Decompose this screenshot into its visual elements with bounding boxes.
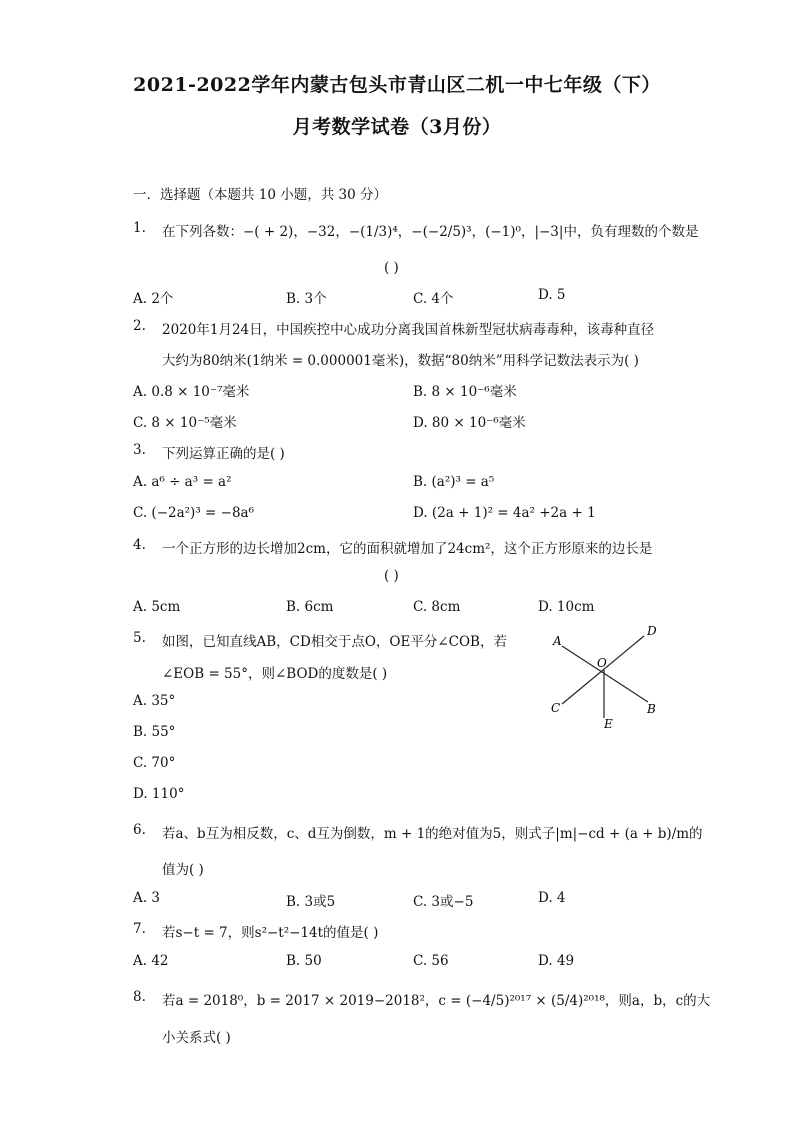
question-3-text: 下列运算正确的是( ) (162, 446, 285, 462)
question-8-text-line1: 若a = 2018⁰，b = 2017 × 2019−2018²，c = (−4/5)²⁰¹⁷ × (5/4)²⁰¹⁸，则a，b，c的大 (162, 993, 711, 1009)
label-c: C (551, 701, 561, 715)
question-5-text-line2: ∠EOB = 55°，则∠BOD的度数是( ) (162, 666, 388, 682)
question-5-text-line1: 如图，已知直线AB，CD相交于点O，OE平分∠COB，若 (162, 634, 507, 650)
question-2-text-line2: 大约为80纳米(1纳米 = 0.000001毫米)，数据“80纳米”用科学记数法表示为( ) (162, 353, 639, 369)
question-6-option-a: A. 3 (133, 890, 160, 906)
question-5-option-c: C. 70° (133, 755, 176, 771)
question-5-figure (540, 620, 670, 735)
question-6-text-line1: 若a、b互为相反数，c、d互为倒数，m + 1的绝对值为5，则式子|m|−cd + (a + b)/m的 (162, 826, 703, 842)
line-cd (562, 636, 644, 704)
question-5-number: 5. (133, 630, 146, 646)
question-6-number: 6. (133, 822, 146, 838)
question-1-paren: ( ) (384, 260, 399, 276)
question-7-option-a: A. 42 (133, 953, 169, 969)
question-8-number: 8. (133, 989, 146, 1005)
label-b: B (647, 702, 656, 716)
question-3-number: 3. (133, 442, 146, 458)
question-4-paren: ( ) (384, 568, 399, 584)
question-3-option-d: D. (2a + 1)² = 4a² +2a + 1 (413, 505, 596, 521)
question-2-text-line1: 2020年1月24日，中国疾控中心成功分离我国首株新型冠状病毒毒种，该毒种直径 (162, 322, 655, 338)
question-2-number: 2. (133, 318, 146, 334)
question-4-option-b: B. 6cm (286, 599, 334, 615)
question-8-text-line2: 小关系式( ) (162, 1030, 231, 1046)
question-7-option-b: B. 50 (286, 953, 322, 969)
question-3-option-c: C. (−2a²)³ = −8a⁶ (133, 505, 254, 521)
exam-title-line1: 2021-2022学年内蒙古包头市青山区二机一中七年级（下） (133, 74, 661, 96)
question-3-option-a: A. a⁶ ÷ a³ = a² (133, 474, 232, 490)
question-1-number: 1. (133, 220, 146, 236)
label-d: D (647, 624, 657, 638)
question-6-text-line2: 值为( ) (162, 862, 204, 878)
question-7-text: 若s−t = 7，则s²−t²−14t的值是( ) (162, 925, 379, 941)
label-a: A (553, 634, 562, 648)
question-2-option-b: B. 8 × 10⁻⁶毫米 (413, 384, 517, 400)
question-6-option-c: C. 3或−5 (413, 894, 474, 910)
question-4-option-a: A. 5cm (133, 599, 181, 615)
question-3-option-b: B. (a²)³ = a⁵ (413, 474, 495, 490)
question-5-option-d: D. 110° (133, 786, 185, 802)
question-2-option-c: C. 8 × 10⁻⁵毫米 (133, 415, 237, 431)
question-1-option-a: A. 2个 (133, 291, 174, 307)
question-5-option-a: A. 35° (133, 693, 176, 709)
question-2-option-a: A. 0.8 × 10⁻⁷毫米 (133, 384, 250, 400)
question-7-option-d: D. 49 (538, 953, 575, 969)
question-7-number: 7. (133, 921, 146, 937)
label-o: O (597, 656, 607, 670)
question-5-option-b: B. 55° (133, 724, 176, 740)
question-7-option-c: C. 56 (413, 953, 449, 969)
question-4-text: 一个正方形的边长增加2cm，它的面积就增加了24cm²，这个正方形原来的边长是 (162, 541, 653, 557)
question-1-option-c: C. 4个 (413, 291, 454, 307)
question-6-option-b: B. 3或5 (286, 894, 336, 910)
question-1-text: 在下列各数：−( + 2)，−32，−(1/3)⁴，−(−2/5)³，(−1)⁰，|−3|中，负有理数的个数是 (162, 224, 699, 240)
label-e: E (604, 717, 613, 731)
question-4-option-c: C. 8cm (413, 599, 461, 615)
question-6-option-d: D. 4 (538, 890, 566, 906)
question-4-number: 4. (133, 537, 146, 553)
exam-title-line2: 月考数学试卷（3月份） (292, 116, 502, 138)
question-1-option-d: D. 5 (538, 287, 566, 303)
question-4-option-d: D. 10cm (538, 599, 595, 615)
question-2-option-d: D. 80 × 10⁻⁶毫米 (413, 415, 526, 431)
section-heading: 一．选择题（本题共 10 小题，共 30 分） (133, 187, 388, 203)
question-1-option-b: B. 3个 (286, 291, 327, 307)
